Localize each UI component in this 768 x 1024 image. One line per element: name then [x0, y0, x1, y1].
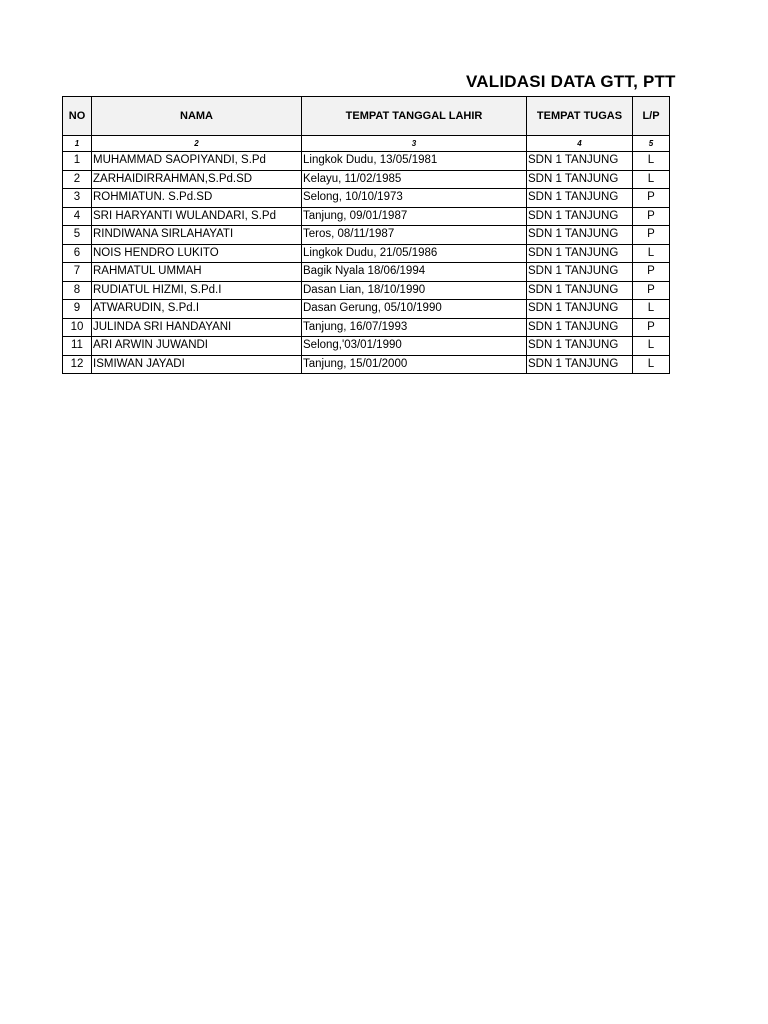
- cell-tempat-tugas: SDN 1 TANJUNG: [527, 318, 633, 337]
- cell-tempat-tanggal-lahir: Selong,'03/01/1990: [302, 337, 527, 356]
- cell-no: 12: [63, 355, 92, 374]
- cell-lp: P: [633, 207, 670, 226]
- document-title: VALIDASI DATA GTT, PTT: [466, 72, 676, 91]
- cell-no: 10: [63, 318, 92, 337]
- cell-nama: ROHMIATUN. S.Pd.SD: [92, 189, 302, 208]
- cell-nama: MUHAMMAD SAOPIYANDI, S.Pd: [92, 152, 302, 171]
- cell-no: 7: [63, 263, 92, 282]
- cell-nama: NOIS HENDRO LUKITO: [92, 244, 302, 263]
- column-number-row: [63, 136, 670, 152]
- table-row: [63, 226, 670, 245]
- cell-lp: P: [633, 189, 670, 208]
- cell-nama: ISMIWAN JAYADI: [92, 355, 302, 374]
- cell-tempat-tugas: SDN 1 TANJUNG: [527, 263, 633, 282]
- cell-lp: P: [633, 318, 670, 337]
- cell-lp: P: [633, 281, 670, 300]
- cell-no: 4: [63, 207, 92, 226]
- cell-tempat-tugas: SDN 1 TANJUNG: [527, 152, 633, 171]
- cell-tempat-tugas: SDN 1 TANJUNG: [527, 207, 633, 226]
- cell-tempat-tugas: SDN 1 TANJUNG: [527, 300, 633, 319]
- cell-lp: L: [633, 170, 670, 189]
- cell-tempat-tugas: SDN 1 TANJUNG: [527, 244, 633, 263]
- cell-lp: L: [633, 244, 670, 263]
- header-lp: L/P: [633, 97, 670, 136]
- cell-tempat-tugas: SDN 1 TANJUNG: [527, 281, 633, 300]
- cell-tempat-tanggal-lahir: Lingkok Dudu, 21/05/1986: [302, 244, 527, 263]
- cell-no: 11: [63, 337, 92, 356]
- validation-table: [62, 96, 670, 374]
- column-number: 3: [302, 136, 527, 152]
- table-row: [63, 300, 670, 319]
- cell-no: 3: [63, 189, 92, 208]
- cell-tempat-tanggal-lahir: Dasan Lian, 18/10/1990: [302, 281, 527, 300]
- header-no: NO: [63, 97, 92, 136]
- cell-tempat-tanggal-lahir: Kelayu, 11/02/1985: [302, 170, 527, 189]
- cell-lp: L: [633, 337, 670, 356]
- cell-tempat-tanggal-lahir: Selong, 10/10/1973: [302, 189, 527, 208]
- cell-no: 8: [63, 281, 92, 300]
- table-row: [63, 318, 670, 337]
- cell-tempat-tanggal-lahir: Teros, 08/11/1987: [302, 226, 527, 245]
- cell-nama: ZARHAIDIRRAHMAN,S.Pd.SD: [92, 170, 302, 189]
- cell-tempat-tanggal-lahir: Tanjung, 09/01/1987: [302, 207, 527, 226]
- cell-tempat-tugas: SDN 1 TANJUNG: [527, 170, 633, 189]
- cell-nama: ATWARUDIN, S.Pd.I: [92, 300, 302, 319]
- table-row: [63, 355, 670, 374]
- cell-no: 2: [63, 170, 92, 189]
- header-row: [63, 97, 670, 136]
- table-row: [63, 337, 670, 356]
- table-row: [63, 170, 670, 189]
- column-number: 5: [633, 136, 670, 152]
- cell-lp: L: [633, 300, 670, 319]
- table-row: [63, 152, 670, 171]
- header-tempat-tanggal-lahir: TEMPAT TANGGAL LAHIR: [302, 97, 527, 136]
- cell-tempat-tanggal-lahir: Lingkok Dudu, 13/05/1981: [302, 152, 527, 171]
- cell-nama: RINDIWANA SIRLAHAYATI: [92, 226, 302, 245]
- cell-lp: L: [633, 152, 670, 171]
- cell-nama: ARI ARWIN JUWANDI: [92, 337, 302, 356]
- cell-tempat-tugas: SDN 1 TANJUNG: [527, 226, 633, 245]
- column-number: 1: [63, 136, 92, 152]
- table-row: [63, 281, 670, 300]
- cell-tempat-tugas: SDN 1 TANJUNG: [527, 189, 633, 208]
- cell-no: 6: [63, 244, 92, 263]
- cell-lp: L: [633, 355, 670, 374]
- cell-lp: P: [633, 263, 670, 282]
- cell-no: 5: [63, 226, 92, 245]
- column-number: 4: [527, 136, 633, 152]
- table-row: [63, 244, 670, 263]
- cell-nama: RAHMATUL UMMAH: [92, 263, 302, 282]
- table-row: [63, 189, 670, 208]
- cell-nama: JULINDA SRI HANDAYANI: [92, 318, 302, 337]
- cell-nama: SRI HARYANTI WULANDARI, S.Pd: [92, 207, 302, 226]
- header-tempat-tugas: TEMPAT TUGAS: [527, 97, 633, 136]
- cell-tempat-tanggal-lahir: Tanjung, 16/07/1993: [302, 318, 527, 337]
- table-body: [63, 152, 670, 374]
- table-row: [63, 263, 670, 282]
- cell-tempat-tanggal-lahir: Tanjung, 15/01/2000: [302, 355, 527, 374]
- cell-lp: P: [633, 226, 670, 245]
- cell-tempat-tugas: SDN 1 TANJUNG: [527, 337, 633, 356]
- cell-tempat-tanggal-lahir: Dasan Gerung, 05/10/1990: [302, 300, 527, 319]
- table-row: [63, 207, 670, 226]
- cell-tempat-tugas: SDN 1 TANJUNG: [527, 355, 633, 374]
- cell-no: 1: [63, 152, 92, 171]
- cell-tempat-tanggal-lahir: Bagik Nyala 18/06/1994: [302, 263, 527, 282]
- column-number: 2: [92, 136, 302, 152]
- header-nama: NAMA: [92, 97, 302, 136]
- cell-nama: RUDIATUL HIZMI, S.Pd.I: [92, 281, 302, 300]
- cell-no: 9: [63, 300, 92, 319]
